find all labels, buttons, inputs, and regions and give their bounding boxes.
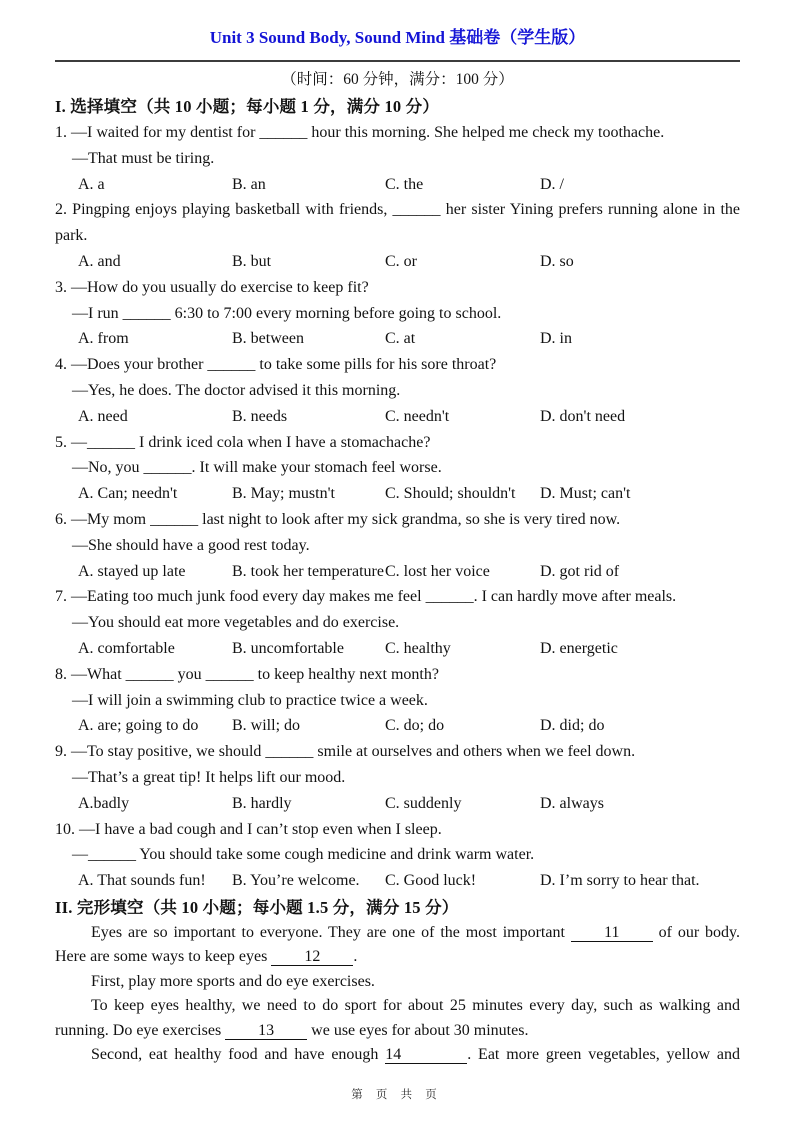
question-line: —Yes, he does. The doctor advised it this morning.: [72, 381, 401, 399]
question-3: [55, 275, 740, 352]
option-c: C. the: [385, 175, 424, 193]
cloze-blank-12: 12: [271, 948, 353, 966]
question-1: [55, 120, 740, 197]
option-a: A. are; going to do: [78, 717, 199, 735]
option-b: B. May; mustn't: [232, 485, 335, 503]
options-row: [78, 326, 740, 352]
options-row: [78, 481, 740, 507]
cloze-blank-13: 13: [225, 1022, 307, 1040]
option-c: C. lost her voice: [385, 562, 490, 580]
options-row: [78, 172, 740, 198]
options-row: [78, 636, 740, 662]
option-a: A. a: [78, 175, 105, 193]
time-score-line: （时间：60 分钟，满分：100 分）: [281, 71, 514, 88]
option-b: B. uncomfortable: [232, 639, 344, 657]
options-row: [78, 791, 740, 817]
options-row: [78, 868, 740, 894]
option-b: B. You’re welcome.: [232, 872, 360, 890]
options-row: [78, 249, 740, 275]
option-b: B. hardly: [232, 794, 292, 812]
option-c: C. Good luck!: [385, 872, 477, 890]
option-b: B. but: [232, 252, 272, 270]
option-c: C. at: [385, 330, 416, 348]
doc-title: Unit 3 Sound Body, Sound Mind 基础卷（学生版）: [209, 28, 586, 47]
question-line: —That’s a great tip! It helps lift our mood.: [72, 768, 346, 786]
option-d: D. don't need: [540, 407, 626, 425]
question-8: [55, 662, 740, 739]
question-line: 1. —I waited for my dentist for ______ hour this morning. She helped me check my toothache.: [55, 124, 665, 141]
option-d: D. Must; can't: [540, 485, 631, 503]
question-6: [55, 507, 740, 584]
option-b: B. an: [232, 175, 266, 193]
question-line: 7. —Eating too much junk food every day makes me feel ______. I can hardly move after meals.: [55, 588, 677, 606]
option-d: D. got rid of: [540, 562, 620, 580]
question-line: —No, you ______. It will make your stomach feel worse.: [72, 459, 442, 477]
option-b: B. took her temperature: [232, 562, 384, 580]
cloze-paragraph-2: First, play more sports and do eye exercises.: [91, 972, 375, 990]
option-d: D. /: [540, 175, 564, 193]
option-a: A. Can; needn't: [78, 485, 178, 503]
section2-heading: II. 完形填空（共 10 小题；每小题 1.5 分，满分 15 分）: [55, 897, 459, 917]
question-7: [55, 584, 740, 661]
question-line: 5. —______ I drink iced cola when I have a stomachache?: [55, 433, 431, 451]
question-line: 2. Pingping enjoys playing basketball with friends, ______ her sister Yining prefers running alone in the park.: [55, 201, 740, 245]
option-a: A.badly: [78, 794, 130, 812]
option-a: A. need: [78, 407, 128, 425]
option-d: D. so: [540, 252, 574, 270]
option-a: A. and: [78, 252, 121, 270]
option-c: C. suddenly: [385, 794, 462, 812]
option-d: D. energetic: [540, 639, 618, 657]
question-5: [55, 430, 740, 507]
question-4: [55, 352, 740, 429]
option-b: B. will; do: [232, 717, 301, 735]
question-line: 3. —How do you usually do exercise to keep fit?: [55, 278, 369, 296]
options-row: [78, 713, 740, 739]
option-c: C. do; do: [385, 717, 445, 735]
question-line: —You should eat more vegetables and do exercise.: [72, 614, 400, 632]
question-line: 6. —My mom ______ last night to look after my sick grandma, so she is very tired now.: [55, 510, 621, 528]
question-2: [55, 197, 740, 274]
option-d: D. in: [540, 330, 572, 348]
option-a: A. That sounds fun!: [78, 872, 206, 890]
option-a: A. from: [78, 330, 129, 348]
cloze-paragraph-4: Second, eat healthy food and have enough 14 . Eat more green vegetables, yellow and: [91, 1046, 741, 1064]
cloze-paragraph-1: Eyes are so important to everyone. They are one of the most important 11 of our body. Here are some ways to keep eyes 12 .: [55, 923, 740, 966]
options-row: [78, 559, 740, 585]
header-rule: [55, 60, 740, 62]
question-line: —I will join a swimming club to practice twice a week.: [72, 691, 428, 709]
cloze-passage: [55, 921, 740, 1068]
question-10: [55, 817, 740, 894]
option-c: C. healthy: [385, 639, 451, 657]
page-footer: 第 页 共 页: [351, 1089, 442, 1101]
option-c: C. needn't: [385, 407, 450, 425]
question-9: [55, 739, 740, 816]
question-line: —I run ______ 6:30 to 7:00 every morning before going to school.: [72, 304, 502, 322]
option-c: C. Should; shouldn't: [385, 485, 516, 503]
question-line: 8. —What ______ you ______ to keep healthy next month?: [55, 665, 439, 683]
option-d: D. always: [540, 794, 604, 812]
cloze-blank-11: 11: [571, 924, 653, 942]
option-b: B. needs: [232, 407, 288, 425]
option-d: D. did; do: [540, 717, 605, 735]
cloze-blank-14: 14: [385, 1046, 467, 1064]
option-a: A. comfortable: [78, 639, 175, 657]
question-line: 4. —Does your brother ______ to take some pills for his sore throat?: [55, 356, 497, 374]
option-c: C. or: [385, 252, 417, 270]
question-line: —That must be tiring.: [72, 149, 215, 167]
section1-heading: I. 选择填空（共 10 小题；每小题 1 分，满分 10 分）: [55, 97, 440, 116]
option-b: B. between: [232, 330, 304, 348]
option-a: A. stayed up late: [78, 562, 186, 580]
question-line: 9. —To stay positive, we should ______ smile at ourselves and others when we feel down.: [55, 743, 636, 761]
question-line: —She should have a good rest today.: [72, 536, 310, 554]
question-line: —______ You should take some cough medicine and drink warm water.: [72, 846, 535, 864]
options-row: [78, 404, 740, 430]
option-d: D. I’m sorry to hear that.: [540, 872, 700, 890]
question-list: [55, 120, 740, 894]
cloze-paragraph-3: To keep eyes healthy, we need to do sport for about 25 minutes every day, such as walking and running. Do eye exercises 13 we use eyes for about 30 minutes.: [55, 997, 740, 1039]
question-line: 10. —I have a bad cough and I can’t stop even when I sleep.: [55, 820, 442, 838]
